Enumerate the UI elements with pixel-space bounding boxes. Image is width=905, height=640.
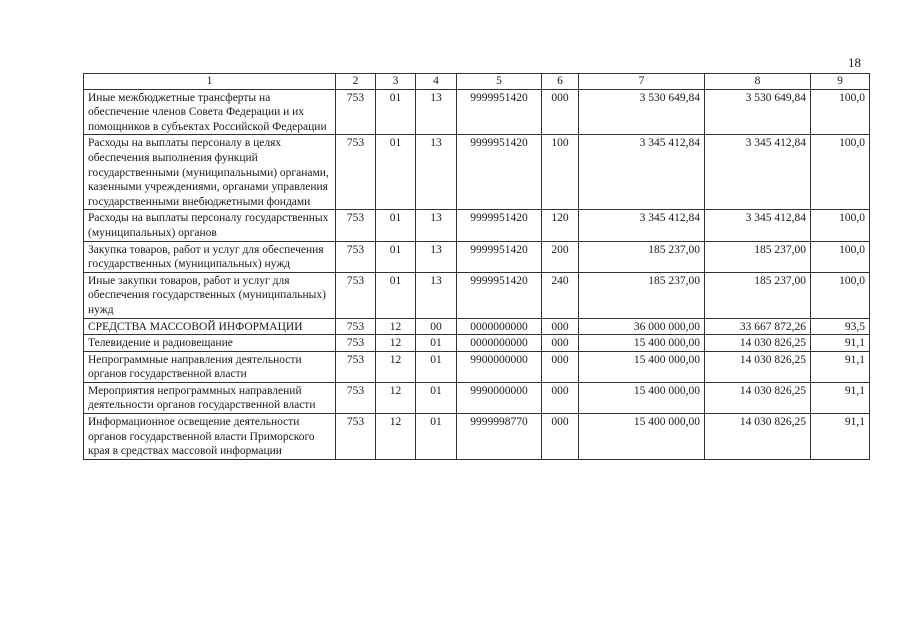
admin-code-cell: 753	[336, 318, 376, 335]
section-cell: 01	[376, 135, 416, 210]
expense-type-cell: 200	[542, 241, 579, 272]
target-item-cell: 9990000000	[457, 382, 542, 413]
percent-cell: 91,1	[811, 335, 870, 352]
budget-table	[83, 73, 870, 460]
target-item-cell: 0000000000	[457, 335, 542, 352]
table-row	[84, 135, 870, 210]
target-item-cell: 0000000000	[457, 318, 542, 335]
executed-amount-cell: 3 345 412,84	[705, 210, 811, 241]
admin-code-cell: 753	[336, 210, 376, 241]
row-name-cell: Информационное освещение деятельности органов государственной власти Приморского края в средствах массовой информации	[84, 414, 336, 460]
percent-cell: 93,5	[811, 318, 870, 335]
percent-cell: 91,1	[811, 414, 870, 460]
row-name-cell: Телевидение и радиовещание	[84, 335, 336, 352]
expense-type-cell: 000	[542, 414, 579, 460]
subsection-cell: 01	[416, 414, 457, 460]
executed-amount-cell: 33 667 872,26	[705, 318, 811, 335]
row-name-cell: Расходы на выплаты персоналу государственных (муниципальных) органов	[84, 210, 336, 241]
executed-amount-cell: 3 345 412,84	[705, 135, 811, 210]
percent-cell: 100,0	[811, 241, 870, 272]
subsection-cell: 13	[416, 241, 457, 272]
section-cell: 01	[376, 210, 416, 241]
executed-amount-cell: 185 237,00	[705, 272, 811, 318]
target-item-cell: 9999951420	[457, 135, 542, 210]
percent-cell: 100,0	[811, 135, 870, 210]
header-cell-8: 8	[705, 74, 811, 90]
section-cell: 12	[376, 351, 416, 382]
target-item-cell: 9900000000	[457, 351, 542, 382]
table-row	[84, 210, 870, 241]
row-name-cell: Иные закупки товаров, работ и услуг для обеспечения государственных (муниципальных) нужд	[84, 272, 336, 318]
percent-cell: 100,0	[811, 89, 870, 135]
header-cell-6: 6	[542, 74, 579, 90]
table-row	[84, 351, 870, 382]
row-name-cell: Непрограммные направления деятельности органов государственной власти	[84, 351, 336, 382]
planned-amount-cell: 3 345 412,84	[579, 135, 705, 210]
header-cell-9: 9	[811, 74, 870, 90]
planned-amount-cell: 36 000 000,00	[579, 318, 705, 335]
header-cell-5: 5	[457, 74, 542, 90]
subsection-cell: 00	[416, 318, 457, 335]
subsection-cell: 13	[416, 89, 457, 135]
expense-type-cell: 000	[542, 89, 579, 135]
section-cell: 12	[376, 318, 416, 335]
executed-amount-cell: 14 030 826,25	[705, 414, 811, 460]
percent-cell: 91,1	[811, 351, 870, 382]
expense-type-cell: 000	[542, 318, 579, 335]
table-row	[84, 241, 870, 272]
row-name-cell: СРЕДСТВА МАССОВОЙ ИНФОРМАЦИИ	[84, 318, 336, 335]
expense-type-cell: 100	[542, 135, 579, 210]
subsection-cell: 13	[416, 210, 457, 241]
planned-amount-cell: 3 530 649,84	[579, 89, 705, 135]
planned-amount-cell: 15 400 000,00	[579, 335, 705, 352]
table-row	[84, 89, 870, 135]
table-row	[84, 414, 870, 460]
subsection-cell: 13	[416, 272, 457, 318]
admin-code-cell: 753	[336, 272, 376, 318]
admin-code-cell: 753	[336, 351, 376, 382]
executed-amount-cell: 3 530 649,84	[705, 89, 811, 135]
expense-type-cell: 000	[542, 351, 579, 382]
row-name-cell: Иные межбюджетные трансферты на обеспечение членов Совета Федерации и их помощников в субъектах Российской Федерации	[84, 89, 336, 135]
subsection-cell: 13	[416, 135, 457, 210]
section-cell: 01	[376, 89, 416, 135]
percent-cell: 100,0	[811, 272, 870, 318]
header-row	[84, 74, 870, 90]
executed-amount-cell: 185 237,00	[705, 241, 811, 272]
expense-type-cell: 240	[542, 272, 579, 318]
table-row	[84, 272, 870, 318]
expense-type-cell: 000	[542, 382, 579, 413]
row-name-cell: Расходы на выплаты персоналу в целях обеспечения выполнения функций государственными (муниципальными) органами, казенными учреждениями, органами управления государственными внебюджетными фондами	[84, 135, 336, 210]
section-cell: 01	[376, 272, 416, 318]
admin-code-cell: 753	[336, 135, 376, 210]
target-item-cell: 9999951420	[457, 272, 542, 318]
planned-amount-cell: 15 400 000,00	[579, 351, 705, 382]
admin-code-cell: 753	[336, 382, 376, 413]
planned-amount-cell: 3 345 412,84	[579, 210, 705, 241]
table-row	[84, 335, 870, 352]
admin-code-cell: 753	[336, 335, 376, 352]
executed-amount-cell: 14 030 826,25	[705, 351, 811, 382]
admin-code-cell: 753	[336, 241, 376, 272]
planned-amount-cell: 15 400 000,00	[579, 382, 705, 413]
percent-cell: 91,1	[811, 382, 870, 413]
executed-amount-cell: 14 030 826,25	[705, 335, 811, 352]
subsection-cell: 01	[416, 351, 457, 382]
planned-amount-cell: 15 400 000,00	[579, 414, 705, 460]
section-cell: 12	[376, 382, 416, 413]
expense-type-cell: 000	[542, 335, 579, 352]
target-item-cell: 9999951420	[457, 89, 542, 135]
row-name-cell: Закупка товаров, работ и услуг для обеспечения государственных (муниципальных) нужд	[84, 241, 336, 272]
header-cell-1: 1	[84, 74, 336, 90]
header-cell-2: 2	[336, 74, 376, 90]
subsection-cell: 01	[416, 335, 457, 352]
target-item-cell: 9999998770	[457, 414, 542, 460]
percent-cell: 100,0	[811, 210, 870, 241]
header-cell-4: 4	[416, 74, 457, 90]
table-row	[84, 382, 870, 413]
admin-code-cell: 753	[336, 414, 376, 460]
header-cell-7: 7	[579, 74, 705, 90]
section-cell: 12	[376, 414, 416, 460]
section-cell: 01	[376, 241, 416, 272]
row-name-cell: Мероприятия непрограммных направлений деятельности органов государственной власти	[84, 382, 336, 413]
admin-code-cell: 753	[336, 89, 376, 135]
executed-amount-cell: 14 030 826,25	[705, 382, 811, 413]
expense-type-cell: 120	[542, 210, 579, 241]
target-item-cell: 9999951420	[457, 241, 542, 272]
table-row	[84, 318, 870, 335]
header-cell-3: 3	[376, 74, 416, 90]
target-item-cell: 9999951420	[457, 210, 542, 241]
subsection-cell: 01	[416, 382, 457, 413]
page-number: 18	[848, 55, 861, 70]
planned-amount-cell: 185 237,00	[579, 241, 705, 272]
planned-amount-cell: 185 237,00	[579, 272, 705, 318]
section-cell: 12	[376, 335, 416, 352]
